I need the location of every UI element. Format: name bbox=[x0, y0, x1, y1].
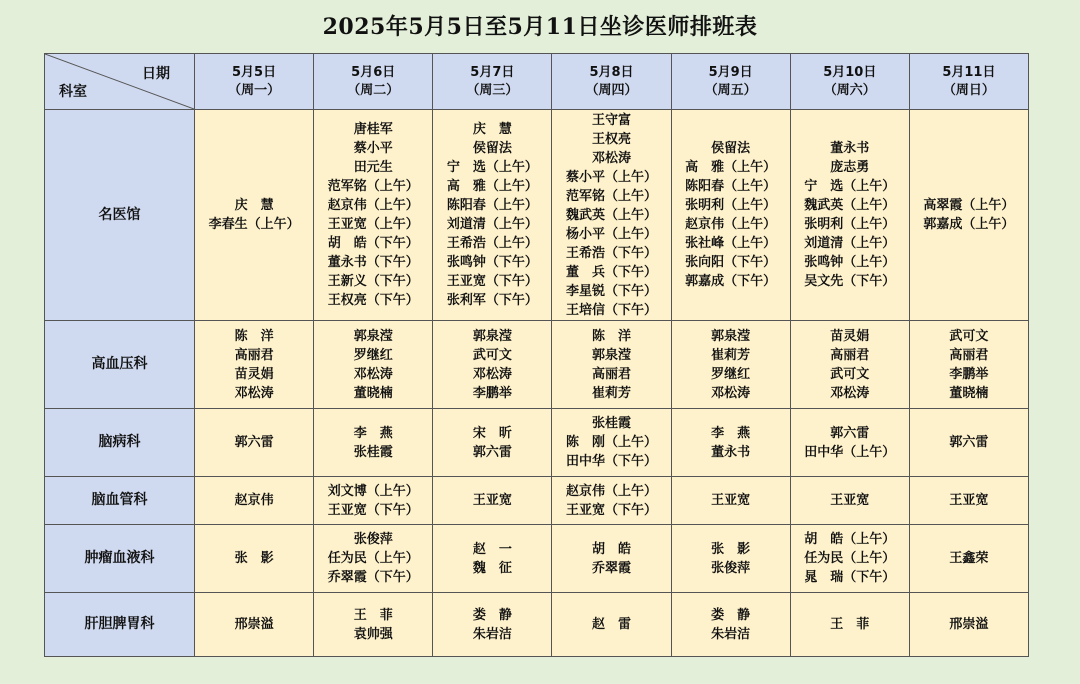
date-label: 5月11日 bbox=[942, 64, 996, 80]
doctor-name: 乔翠霞（下午） bbox=[327, 570, 419, 585]
department-row bbox=[45, 593, 1029, 657]
doctor-name: 武可文 bbox=[830, 366, 870, 382]
department-name: 高血压科 bbox=[45, 321, 195, 409]
doctor-name: 范军铭（上午） bbox=[327, 179, 419, 194]
doctor-name: 王亚宽（上午） bbox=[327, 217, 419, 232]
doctor-name: 张俊萍 bbox=[711, 560, 751, 576]
doctor-name: 邓松涛 bbox=[591, 150, 631, 166]
schedule-cell bbox=[671, 477, 790, 525]
doctor-name: 蔡小平 bbox=[353, 141, 393, 156]
doctor-name: 侯留法 bbox=[472, 141, 512, 156]
weekday-label: （周二） bbox=[347, 82, 400, 98]
schedule-cell bbox=[195, 593, 314, 657]
schedule-cell bbox=[790, 409, 909, 477]
doctor-name: 胡 皓（下午） bbox=[327, 236, 419, 251]
schedule-cell bbox=[552, 110, 671, 321]
doctor-name: 李鹏举 bbox=[949, 366, 989, 382]
schedule-cell bbox=[552, 321, 671, 409]
date-label: 5月10日 bbox=[823, 64, 877, 80]
weekday-label: （周六） bbox=[823, 82, 876, 98]
doctor-name: 苗灵娟 bbox=[234, 366, 274, 382]
department-row bbox=[45, 110, 1029, 321]
doctor-name: 张桂霞 bbox=[353, 444, 393, 460]
doctor-name: 崔莉芳 bbox=[591, 385, 631, 401]
doctor-name: 张明利（上午） bbox=[804, 217, 896, 232]
doctor-name: 魏武英（上午） bbox=[804, 198, 896, 213]
doctor-name: 王权亮（下午） bbox=[327, 293, 419, 308]
schedule-cell bbox=[552, 593, 671, 657]
doctor-name: 张 影 bbox=[234, 551, 274, 566]
department-name: 脑病科 bbox=[45, 409, 195, 477]
doctor-name: 邓松涛 bbox=[353, 366, 393, 382]
doctor-name: 王亚宽（下午） bbox=[565, 502, 657, 518]
doctor-name: 王希浩（上午） bbox=[446, 236, 538, 251]
schedule-cell bbox=[195, 110, 314, 321]
schedule-cell bbox=[195, 321, 314, 409]
doctor-name: 张社峰（上午） bbox=[685, 236, 777, 251]
doctor-name: 王亚宽 bbox=[711, 493, 751, 508]
schedule-cell bbox=[314, 321, 433, 409]
doctor-name: 王希浩（下午） bbox=[565, 245, 657, 261]
schedule-cell bbox=[671, 409, 790, 477]
schedule-cell bbox=[909, 525, 1028, 593]
doctor-name: 庆 慧 bbox=[234, 198, 274, 213]
doctor-name: 郭六雷 bbox=[234, 435, 274, 450]
doctor-name: 邓松涛 bbox=[711, 385, 751, 401]
doctor-name: 王守富 bbox=[591, 112, 631, 128]
doctor-name: 李 燕 bbox=[353, 425, 393, 441]
doctor-name: 陈阳春（上午） bbox=[446, 198, 538, 213]
date-label: 5月7日 bbox=[470, 64, 515, 80]
schedule-cell bbox=[314, 477, 433, 525]
doctor-name: 朱岩洁 bbox=[472, 626, 512, 642]
doctor-name: 陈 洋 bbox=[234, 328, 274, 344]
doctor-name: 武可文 bbox=[949, 328, 989, 344]
schedule-cell bbox=[790, 593, 909, 657]
doctor-name: 苗灵娟 bbox=[830, 328, 870, 344]
department-name: 脑血管科 bbox=[45, 477, 195, 525]
doctor-name: 赵京伟 bbox=[234, 493, 274, 508]
doctor-name: 蔡小平（上午） bbox=[565, 169, 657, 185]
department-name: 肝胆脾胃科 bbox=[45, 593, 195, 657]
doctor-name: 郭嘉成（上午） bbox=[923, 217, 1015, 232]
schedule-cell bbox=[314, 593, 433, 657]
doctor-name: 魏武英（上午） bbox=[565, 207, 657, 223]
schedule-cell bbox=[433, 593, 552, 657]
doctor-name: 任为民（上午） bbox=[804, 551, 896, 566]
schedule-cell bbox=[433, 525, 552, 593]
doctor-name: 王亚宽 bbox=[472, 493, 512, 508]
doctor-name: 庞志勇 bbox=[830, 160, 870, 175]
doctor-name: 田元生 bbox=[353, 160, 393, 175]
doctor-name: 乔翠霞 bbox=[591, 560, 631, 576]
doctor-name: 赵 一 bbox=[472, 541, 512, 557]
schedule-cell bbox=[433, 110, 552, 321]
doctor-name: 宁 选（上午） bbox=[446, 160, 538, 175]
doctor-name: 刘文博（上午） bbox=[327, 483, 419, 499]
doctor-name: 陈 洋 bbox=[591, 328, 631, 344]
doctor-name: 崔莉芳 bbox=[711, 347, 751, 363]
doctor-name: 张鸣钟（上午） bbox=[804, 255, 896, 270]
doctor-name: 田中华（下午） bbox=[565, 454, 657, 469]
date-header bbox=[790, 54, 909, 110]
doctor-name: 王新义（下午） bbox=[327, 274, 419, 289]
doctor-name: 杨小平（上午） bbox=[565, 226, 657, 242]
schedule-cell bbox=[909, 321, 1028, 409]
department-row bbox=[45, 477, 1029, 525]
date-label: 5月6日 bbox=[351, 64, 396, 80]
doctor-name: 张向阳（下午） bbox=[685, 255, 777, 270]
department-name: 名医馆 bbox=[45, 110, 195, 321]
doctor-name: 邓松涛 bbox=[234, 385, 274, 401]
doctor-name: 胡 皓 bbox=[591, 541, 631, 557]
doctor-name: 娄 静 bbox=[711, 607, 751, 623]
schedule-cell bbox=[195, 477, 314, 525]
department-name: 肿瘤血液科 bbox=[45, 525, 195, 593]
doctor-name: 宋 昕 bbox=[472, 425, 512, 441]
doctor-name: 高丽君 bbox=[949, 347, 989, 363]
doctor-name: 李星锐（下午） bbox=[565, 283, 657, 299]
doctor-name: 赵 雷 bbox=[591, 617, 631, 632]
schedule-cell bbox=[671, 525, 790, 593]
corner-header bbox=[45, 54, 195, 110]
schedule-cell bbox=[909, 477, 1028, 525]
doctor-name: 张明利（上午） bbox=[685, 198, 777, 213]
doctor-name: 高丽君 bbox=[234, 347, 274, 363]
doctor-name: 郭嘉成（下午） bbox=[685, 274, 777, 289]
doctor-name: 郭六雷 bbox=[830, 425, 870, 441]
schedule-cell bbox=[909, 110, 1028, 321]
doctor-name: 娄 静 bbox=[472, 607, 512, 623]
date-label: 5月5日 bbox=[232, 64, 277, 80]
doctor-name: 张桂霞 bbox=[591, 416, 631, 431]
schedule-cell bbox=[790, 110, 909, 321]
doctor-name: 赵京伟（上午） bbox=[565, 483, 657, 499]
doctor-name: 董 兵（下午） bbox=[565, 264, 657, 280]
doctor-name: 高 雅（上午） bbox=[446, 179, 538, 194]
doctor-name: 武可文 bbox=[472, 347, 512, 363]
doctor-name: 董永书 bbox=[830, 141, 870, 156]
doctor-name: 王亚宽（下午） bbox=[446, 274, 538, 289]
date-header bbox=[195, 54, 314, 110]
doctor-name: 陈阳春（上午） bbox=[685, 179, 777, 194]
doctor-name: 侯留法 bbox=[711, 141, 751, 156]
schedule-cell bbox=[195, 409, 314, 477]
schedule-cell bbox=[314, 409, 433, 477]
doctor-name: 张鸣钟（下午） bbox=[446, 255, 538, 270]
doctor-name: 范军铭（上午） bbox=[565, 188, 657, 204]
doctor-name: 朱岩洁 bbox=[711, 626, 751, 642]
department-row bbox=[45, 321, 1029, 409]
doctor-name: 王亚宽 bbox=[830, 493, 870, 508]
doctor-name: 郭六雷 bbox=[472, 444, 512, 460]
schedule-cell bbox=[433, 409, 552, 477]
doctor-name: 张俊萍 bbox=[353, 532, 393, 547]
doctor-name: 王鑫荣 bbox=[949, 551, 989, 566]
doctor-name: 袁帅强 bbox=[353, 626, 393, 642]
doctor-name: 王 菲 bbox=[830, 617, 870, 632]
doctor-name: 刘道清（上午） bbox=[446, 217, 538, 232]
doctor-name: 罗继红 bbox=[353, 347, 393, 363]
weekday-label: （周日） bbox=[942, 82, 995, 98]
doctor-name: 李春生（上午） bbox=[208, 217, 300, 232]
doctor-name: 庆 慧 bbox=[472, 122, 512, 137]
doctor-name: 王亚宽 bbox=[949, 493, 989, 508]
doctor-name: 董晓楠 bbox=[949, 385, 989, 401]
schedule-cell bbox=[909, 409, 1028, 477]
schedule-cell bbox=[195, 525, 314, 593]
date-header bbox=[433, 54, 552, 110]
doctor-name: 郭泉滢 bbox=[353, 328, 393, 344]
doctor-name: 张利军（下午） bbox=[446, 293, 538, 308]
schedule-cell bbox=[671, 593, 790, 657]
doctor-name: 李 燕 bbox=[711, 425, 751, 441]
doctor-name: 高丽君 bbox=[830, 347, 870, 363]
header-row bbox=[45, 54, 1029, 110]
doctor-name: 唐桂军 bbox=[353, 122, 393, 137]
doctor-name: 董永书（下午） bbox=[327, 255, 419, 270]
date-axis-label: 日期 bbox=[142, 66, 170, 82]
schedule-cell bbox=[433, 477, 552, 525]
doctor-name: 郭泉滢 bbox=[591, 347, 631, 363]
doctor-name: 田中华（上午） bbox=[804, 444, 896, 460]
doctor-name: 罗继红 bbox=[711, 366, 751, 382]
schedule-cell bbox=[790, 477, 909, 525]
doctor-name: 赵京伟（上午） bbox=[327, 198, 419, 213]
date-header bbox=[671, 54, 790, 110]
schedule-cell bbox=[552, 409, 671, 477]
doctor-name: 邢崇溢 bbox=[234, 617, 274, 632]
doctor-name: 王 菲 bbox=[353, 607, 393, 623]
page-title: 2025年5月5日至5月11日坐诊医师排班表 bbox=[322, 14, 758, 40]
department-row bbox=[45, 525, 1029, 593]
doctor-name: 郭泉滢 bbox=[711, 328, 751, 344]
doctor-name: 郭泉滢 bbox=[472, 328, 512, 344]
schedule-cell bbox=[671, 110, 790, 321]
doctor-name: 魏 征 bbox=[472, 560, 512, 576]
department-row bbox=[45, 409, 1029, 477]
doctor-name: 吴文先（下午） bbox=[804, 274, 896, 289]
doctor-name: 胡 皓（上午） bbox=[804, 532, 896, 547]
doctor-name: 高丽君 bbox=[591, 366, 631, 382]
doctor-name: 王权亮 bbox=[591, 131, 631, 147]
doctor-name: 董晓楠 bbox=[353, 385, 393, 401]
schedule-cell bbox=[909, 593, 1028, 657]
doctor-name: 王亚宽（下午） bbox=[327, 502, 419, 518]
doctor-name: 邓松涛 bbox=[830, 385, 870, 401]
weekday-label: （周三） bbox=[466, 82, 519, 98]
date-label: 5月9日 bbox=[708, 64, 753, 80]
schedule-cell bbox=[314, 525, 433, 593]
schedule-cell bbox=[552, 525, 671, 593]
department-axis-label: 科室 bbox=[59, 84, 87, 100]
doctor-name: 高 雅（上午） bbox=[685, 160, 777, 175]
doctor-name: 李鹏举 bbox=[472, 385, 512, 401]
schedule-cell bbox=[790, 525, 909, 593]
doctor-name: 张 影 bbox=[711, 541, 751, 557]
doctor-name: 赵京伟（上午） bbox=[685, 217, 777, 232]
doctor-name: 晁 瑞（下午） bbox=[804, 570, 896, 585]
schedule-cell bbox=[552, 477, 671, 525]
doctor-name: 宁 选（上午） bbox=[804, 179, 896, 194]
weekday-label: （周一） bbox=[228, 82, 281, 98]
doctor-name: 邢崇溢 bbox=[949, 617, 989, 632]
doctor-name: 郭六雷 bbox=[949, 435, 989, 450]
schedule-cell bbox=[433, 321, 552, 409]
date-header bbox=[909, 54, 1028, 110]
doctor-name: 高翠霞（上午） bbox=[923, 198, 1015, 213]
schedule-cell bbox=[314, 110, 433, 321]
date-label: 5月8日 bbox=[589, 64, 634, 80]
doctor-name: 董永书 bbox=[711, 444, 751, 460]
doctor-name: 陈 刚（上午） bbox=[565, 435, 657, 450]
date-header bbox=[314, 54, 433, 110]
schedule-cell bbox=[790, 321, 909, 409]
weekday-label: （周五） bbox=[704, 82, 757, 98]
doctor-name: 任为民（上午） bbox=[327, 551, 419, 566]
schedule-cell bbox=[671, 321, 790, 409]
doctor-name: 王培信（下午） bbox=[565, 302, 657, 318]
doctor-name: 刘道清（上午） bbox=[804, 236, 896, 251]
doctor-name: 邓松涛 bbox=[472, 366, 512, 382]
date-header bbox=[552, 54, 671, 110]
weekday-label: （周四） bbox=[585, 82, 638, 98]
schedule-table bbox=[44, 53, 1029, 657]
